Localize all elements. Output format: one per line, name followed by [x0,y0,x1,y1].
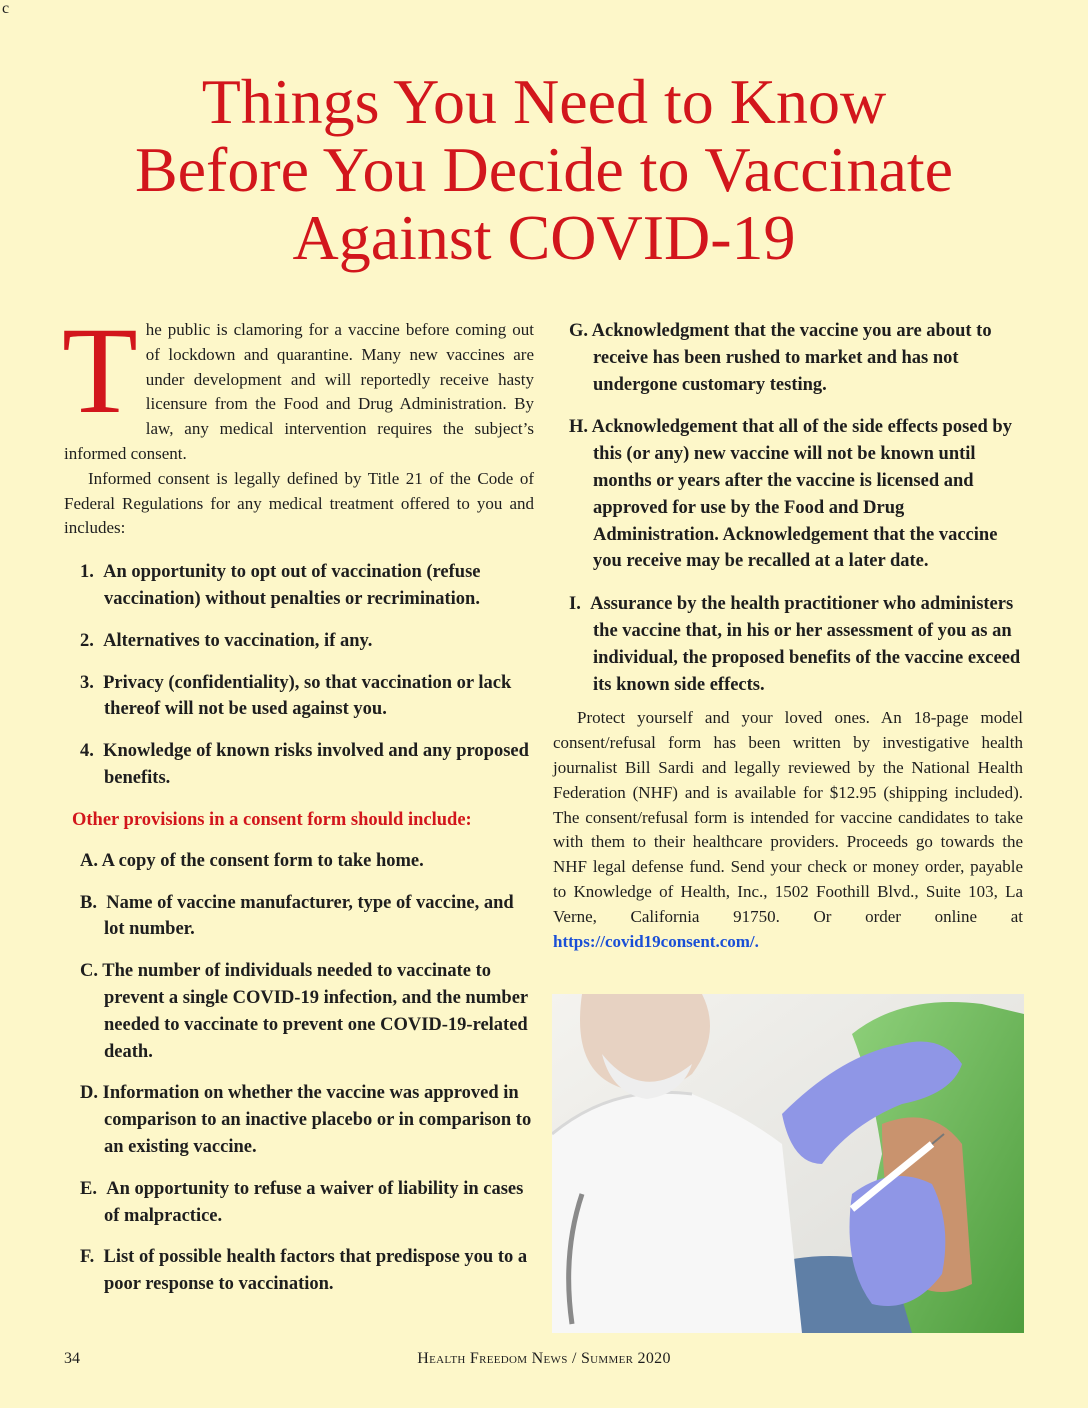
lettered-list-left [64,848,534,1298]
numbered-list [64,559,534,792]
title-line-1: Things You Need to Know [201,66,887,137]
list-item: C. The number of individuals needed to vaccinate to prevent a single COVID-19 infection, and the number needed to vaccinate to prevent one COVID-19-related death. [80,961,528,1062]
vaccination-photo [552,994,1024,1333]
order-link[interactable]: https://covid19consent.com/. [553,931,759,951]
title-line-3: Against COVID-19 [292,202,796,273]
corner-mark: c [2,0,10,17]
list-item: G. Acknowledgment that the vaccine you are about to receive has been rushed to market and has not undergone customary testing. [569,321,992,395]
page-number: 34 [64,1350,80,1367]
list-item: F. List of possible health factors that predispose you to a poor response to vaccination. [80,1247,528,1295]
provisions-subheading: Other provisions in a consent form should include: [72,809,472,830]
drop-cap: T [62,302,138,439]
list-item: H. Acknowledgement that all of the side effects posed by this (or any) new vaccine will not be known until months or years after the vaccine is licensed and approved for use by the Food and Drug Administration. Acknowledgement that the vaccine you receive may be recalled at a later date. [569,417,1012,572]
left-column [62,302,534,1298]
list-item: I. Assurance by the health practitioner who administers the vaccine that, in his or her assessment of you as an individual, the proposed benefits of the vaccine exceed its known side effects. [569,594,1021,695]
list-item: B. Name of vaccine manufacturer, type of vaccine, and lot number. [80,892,514,940]
list-item: A. A copy of the consent form to take home. [80,850,424,871]
list-item: D. Information on whether the vaccine was approved in comparison to an inactive placebo or in comparison to an existing vaccine. [80,1083,532,1157]
article-title [0,68,1088,272]
title-line-2: Before You Decide to Vaccinate [134,134,954,205]
right-column [553,318,1023,954]
intro-text: he public is clamoring for a vaccine before coming out of lockdown and quarantine. Many new vaccines are under development and will reportedly receive hasty licensure from the Food and Drug Administration. By law, any medical intervention requires the subject’s informed consent. [64,320,534,463]
intro-paragraph [62,302,534,467]
list-item: 4. Knowledge of known risks involved and any proposed benefits. [80,741,529,788]
list-item: 3. Privacy (confidentiality), so that vaccination or lack thereof will not be used against you. [80,672,512,720]
closing-paragraph: Protect yourself and your loved ones. An 18-page model consent/refusal form has been written by investigative health journalist Bill Sardi and legally reviewed by the National Health Federation (NHF) and is available for $12.95 (shipping included). The consent/refusal form is intended for vaccine candidates to take with them to their healthcare providers. Proceeds go towards the NHF legal defense fund. Send your check or money order, payable to Knowledge of Health, Inc., 1502 Foothill Blvd., Suite 103, La Verne, California 91750. Or order online at https://covid19consent.com/. [553,708,1023,951]
list-item: 1. An opportunity to opt out of vaccination (refuse vaccination) without penalties or recrimination. [80,562,481,609]
publication-name: Health Freedom News / Summer 2020 [417,1350,671,1367]
informed-consent-paragraph: Informed consent is legally defined by Title 21 of the Code of Federal Regulations for any medical treatment offered to you and includes: [64,468,534,538]
lettered-list-right [553,318,1023,698]
list-item: 2. Alternatives to vaccination, if any. [80,630,373,651]
list-item: E. An opportunity to refuse a waiver of liability in cases of malpractice. [80,1178,524,1226]
